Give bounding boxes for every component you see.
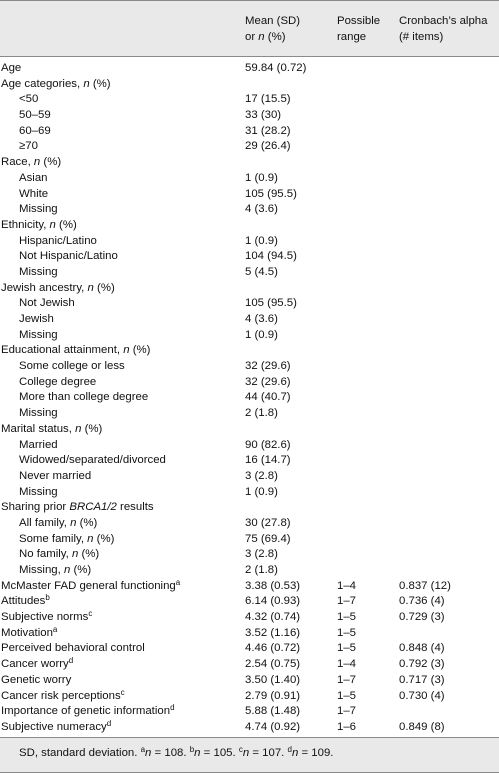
row-label: Missing, n (%) xyxy=(19,564,92,576)
row-mean: 31 (28.2) xyxy=(245,124,291,137)
row-mean: 5.88 (1.48) xyxy=(245,705,301,718)
row-label: Motivation$^a$ xyxy=(1,624,58,639)
row-mean: 105 (95.5) xyxy=(245,297,297,310)
row-mean: 33 (30) xyxy=(245,109,282,122)
row-range: 1–5 xyxy=(337,689,357,702)
row-label: Asian xyxy=(19,171,48,184)
row-mean: 2 (1.8) xyxy=(245,564,278,576)
row-range: 1–5 xyxy=(337,626,357,639)
row-label: College degree xyxy=(19,375,97,388)
row-mean: 4 (3.6) xyxy=(245,313,278,325)
table-row xyxy=(0,657,499,673)
row-alpha: 0.717 (3) xyxy=(399,673,445,686)
table-body xyxy=(0,61,499,736)
table-row xyxy=(0,202,499,218)
row-label: Age xyxy=(1,62,22,74)
row-range: 1–5 xyxy=(337,642,357,655)
table-row xyxy=(0,673,499,689)
table-row xyxy=(0,234,499,250)
row-mean: 32 (29.6) xyxy=(245,360,291,373)
footnote-marker: c xyxy=(88,609,93,619)
header-alpha: Cronbach’s alpha (# items) xyxy=(399,15,488,43)
table-row xyxy=(0,171,499,187)
table-row xyxy=(0,689,499,705)
table-row xyxy=(0,281,499,297)
table-row xyxy=(0,249,499,265)
row-range: 1–4 xyxy=(337,579,357,592)
row-label: Marital status, n (%) xyxy=(1,422,103,435)
header-mean: Mean (SD) or n (%) xyxy=(245,15,301,43)
row-mean: 16 (14.7) xyxy=(245,454,291,467)
row-alpha: 0.848 (4) xyxy=(399,642,445,655)
row-mean: 2 (1.8) xyxy=(245,407,278,420)
row-alpha: 0.792 (3) xyxy=(399,658,445,671)
row-label: Missing xyxy=(19,265,58,278)
table-header xyxy=(0,0,499,57)
row-label: 50–59 xyxy=(19,109,51,122)
table-row xyxy=(0,469,499,485)
footnote-marker: a xyxy=(52,624,58,634)
row-range: 1–7 xyxy=(337,595,357,608)
table-row xyxy=(0,610,499,626)
row-label: Age categories, n (%) xyxy=(1,77,111,90)
row-label: Subjective numeracy$^d$ xyxy=(1,718,112,733)
table-row xyxy=(0,124,499,140)
row-mean: 59.84 (0.72) xyxy=(245,62,307,74)
row-mean: 3.38 (0.53) xyxy=(245,579,301,592)
row-label: Missing xyxy=(19,328,58,341)
header-range: Possible range xyxy=(337,15,381,43)
row-mean: 3 (2.8) xyxy=(245,469,278,482)
row-range: 1–6 xyxy=(337,720,357,733)
row-label: Sharing prior BRCA1/2 results xyxy=(1,501,154,514)
table-row xyxy=(0,296,499,312)
header-mean-line2: or n (%) xyxy=(245,30,286,43)
table-row xyxy=(0,265,499,281)
row-mean: 4.32 (0.74) xyxy=(245,611,301,624)
row-mean: 29 (26.4) xyxy=(245,140,291,153)
row-mean: 1 (0.9) xyxy=(245,171,278,184)
table-row xyxy=(0,187,499,203)
row-mean: 17 (15.5) xyxy=(245,93,291,106)
table-row xyxy=(0,92,499,108)
row-mean: 3.52 (1.16) xyxy=(245,626,301,639)
row-mean: 1 (0.9) xyxy=(245,485,278,498)
row-mean: 4.74 (0.92) xyxy=(245,720,301,733)
table-row xyxy=(0,547,499,563)
table-row xyxy=(0,328,499,344)
row-label: Attitudes$^b$ xyxy=(1,593,50,608)
row-range: 1–5 xyxy=(337,611,357,624)
row-label: Jewish xyxy=(19,313,54,325)
row-label: 60–69 xyxy=(19,124,51,137)
row-alpha: 0.837 (12) xyxy=(399,579,451,592)
table-row xyxy=(0,579,499,595)
table-row xyxy=(0,359,499,375)
row-label: Never married xyxy=(19,469,92,482)
row-label: Cancer worry$^d$ xyxy=(1,656,74,671)
row-mean: 1 (0.9) xyxy=(245,328,278,341)
footnote-text: SD, standard deviation. $^a$n = 108. $^b$n = 105. $^c$n = 107. $^d$n = 109. xyxy=(19,745,334,759)
row-label: Genetic worry xyxy=(1,673,72,686)
table-row xyxy=(0,641,499,657)
row-alpha: 0.730 (4) xyxy=(399,689,445,702)
row-label: Educational attainment, n (%) xyxy=(1,344,151,357)
footnote-marker: d xyxy=(170,703,175,713)
table-row xyxy=(0,108,499,124)
row-label: McMaster FAD general functioning$^a$ xyxy=(1,577,181,592)
row-mean: 4 (3.6) xyxy=(245,203,278,216)
row-label: More than college degree xyxy=(19,391,149,404)
row-label: Importance of genetic information$^d$ xyxy=(1,703,175,718)
table-row xyxy=(0,312,499,328)
table-row xyxy=(0,594,499,610)
footnote-marker: d xyxy=(68,656,74,666)
table-row xyxy=(0,453,499,469)
row-label: Married xyxy=(19,438,58,451)
row-label: Missing xyxy=(19,407,58,420)
footnote-marker: d xyxy=(106,718,112,728)
row-mean: 32 (29.6) xyxy=(245,375,291,388)
table-row xyxy=(0,422,499,438)
footnote-marker: c xyxy=(120,687,125,697)
row-range: 1–7 xyxy=(337,705,357,718)
row-label: Race, n (%) xyxy=(1,156,62,169)
row-label: Missing xyxy=(19,485,58,498)
row-label: Not Jewish xyxy=(19,297,75,310)
row-label: Cancer risk perceptions$^c$ xyxy=(1,687,125,702)
table-row xyxy=(0,155,499,171)
row-label: <50 xyxy=(19,93,39,106)
table-row xyxy=(0,485,499,501)
row-label: Perceived behavioral control xyxy=(1,642,145,655)
row-mean: 105 (95.5) xyxy=(245,187,297,200)
table-row xyxy=(0,720,499,736)
table-row xyxy=(0,532,499,548)
row-label: Jewish ancestry, n (%) xyxy=(1,281,115,294)
row-mean: 4.46 (0.72) xyxy=(245,642,301,655)
row-label: All family, n (%) xyxy=(19,516,98,529)
table-row xyxy=(0,438,499,454)
row-mean: 5 (4.5) xyxy=(245,265,278,278)
table-row xyxy=(0,77,499,93)
row-alpha: 0.849 (8) xyxy=(399,720,445,733)
row-mean: 6.14 (0.93) xyxy=(245,595,301,608)
table-row xyxy=(0,500,499,516)
table-row xyxy=(0,61,499,77)
row-alpha: 0.736 (4) xyxy=(399,595,445,608)
row-label: Some college or less xyxy=(19,360,125,373)
row-label: Not Hispanic/Latino xyxy=(19,250,118,263)
footnote-marker: b xyxy=(45,593,50,603)
row-mean: 2.79 (0.91) xyxy=(245,689,301,702)
footnote-marker: a xyxy=(175,577,181,587)
row-mean: 75 (69.4) xyxy=(245,532,291,545)
table-footnote xyxy=(0,737,499,773)
row-label: No family, n (%) xyxy=(19,548,100,561)
row-range: 1–7 xyxy=(337,673,357,686)
row-label: Hispanic/Latino xyxy=(19,234,97,247)
row-mean: 3.50 (1.40) xyxy=(245,673,301,686)
row-mean: 1 (0.9) xyxy=(245,234,278,247)
table-row xyxy=(0,375,499,391)
table-row xyxy=(0,139,499,155)
row-mean: 30 (27.8) xyxy=(245,516,291,529)
table-row xyxy=(0,218,499,234)
table-row xyxy=(0,406,499,422)
table-row xyxy=(0,343,499,359)
row-label: Subjective norms$^c$ xyxy=(1,609,93,624)
row-alpha: 0.729 (3) xyxy=(399,611,445,624)
row-range: 1–4 xyxy=(337,658,357,671)
row-label: Ethnicity, n (%) xyxy=(1,218,77,231)
row-label: Missing xyxy=(19,203,58,216)
table-row xyxy=(0,516,499,532)
row-label: Widowed/separated/divorced xyxy=(19,454,166,467)
row-mean: 2.54 (0.75) xyxy=(245,658,301,671)
row-mean: 90 (82.6) xyxy=(245,438,291,451)
row-label: White xyxy=(19,187,49,200)
row-label: ≥70 xyxy=(19,140,38,153)
row-label: Some family, n (%) xyxy=(19,532,115,545)
row-mean: 3 (2.8) xyxy=(245,548,278,561)
row-mean: 44 (40.7) xyxy=(245,391,291,404)
table-row xyxy=(0,626,499,642)
table-row xyxy=(0,704,499,720)
row-mean: 104 (94.5) xyxy=(245,250,297,263)
table-row xyxy=(0,390,499,406)
table-row xyxy=(0,563,499,579)
